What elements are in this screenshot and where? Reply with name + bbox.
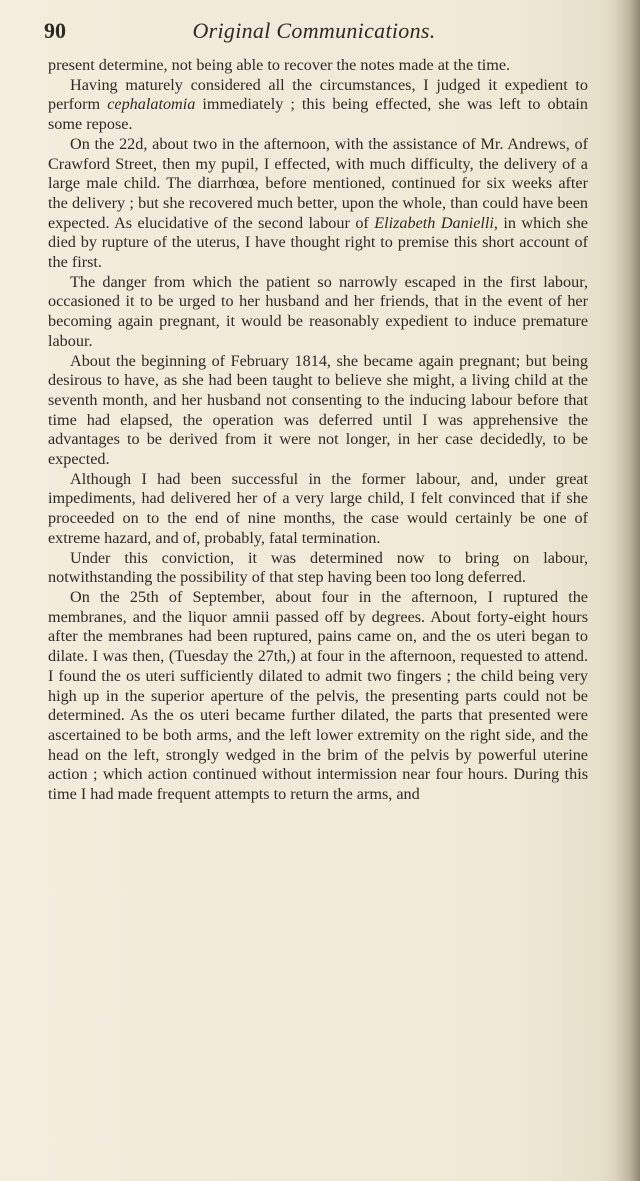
text-run: Under this conviction, it was determined now to bring on labour, notwithstanding the possibility of that step having been too long deferred.: [48, 548, 588, 587]
text-run: The danger from which the patient so narrowly escaped in the first labour, occasioned it to be urged to her husband and her friends, that in the event of her becoming again pregnant, it would be reasonably expedient to induce premature labour.: [48, 272, 588, 350]
paragraph: [48, 549, 588, 588]
paragraph: [48, 273, 588, 352]
paragraph: [48, 135, 588, 273]
italic-name: Elizabeth Danielli: [374, 213, 494, 232]
text-run: immediately ; this being effected, she was left to obtain some repose.: [48, 95, 588, 134]
text-run: Having maturely considered all the circumstances, I judged it expedient to perform: [48, 75, 588, 114]
running-title: Original Communications.: [192, 18, 436, 43]
paragraph: [48, 470, 588, 549]
page-header: [44, 18, 584, 58]
page-edge-shadow: [614, 0, 640, 1181]
text-run: , in which she died by rupture of the uterus, I have thought right to premise this short account of the first.: [48, 213, 588, 272]
text-run: About the beginning of February 1814, she became again pregnant; but being desirous to have, as she had been taught to believe she might, a living child at the seventh month, and her husband not consenting to the inducing labour before that time had elapsed, the operation was deferred until I was apprehensive the advantages to be derived from it were not longer, in her case decidedly, to be expected.: [48, 351, 588, 469]
paragraph: [48, 588, 588, 805]
paragraph: [48, 76, 588, 135]
italic-term: cephalatomia: [107, 95, 196, 114]
page-number: 90: [44, 18, 66, 43]
body-text: [48, 56, 588, 805]
text-run: Although I had been successful in the former labour, and, under great impediments, had delivered her of a very large child, I felt convinced that if she proceeded on to the end of nine months, the case would certainly be one of extreme hazard, and of, probably, fatal termination.: [48, 469, 588, 547]
text-run: present determine, not being able to recover the notes made at the time.: [48, 56, 511, 74]
text-run: On the 25th of September, about four in the afternoon, I ruptured the membranes, and the liquor amnii passed off by degrees. About forty-eight hours after the membranes had been ruptured, pains came on, and the os uteri began to dilate. I was then, (Tuesday the 27th,) at four in the afternoon, requested to attend. I found the os uteri sufficiently dilated to admit two fingers ; the child being very high up in the superior aperture of the pelvis, the presenting parts could not be determined. As the os uteri became further dilated, the parts that presented were ascertained to be both arms, and the left lower extremity on the right side, and the head on the left, strongly wedged in the brim of the pelvis by powerful uterine action ; which action continued without intermission near four hours. During this time I had made frequent attempts to return the arms, and: [48, 587, 588, 804]
text-run: On the 22d, about two in the afternoon, with the assistance of Mr. Andrews, of Crawford Street, then my pupil, I effected, with much difficulty, the delivery of a large male child. The diarrhœa, before mentioned, continued for six weeks after the delivery ; but she recovered much better, upon the whole, than could have been expected. As elucidative of the second labour of: [48, 134, 588, 232]
paragraph: [48, 56, 588, 76]
paragraph: [48, 352, 588, 470]
